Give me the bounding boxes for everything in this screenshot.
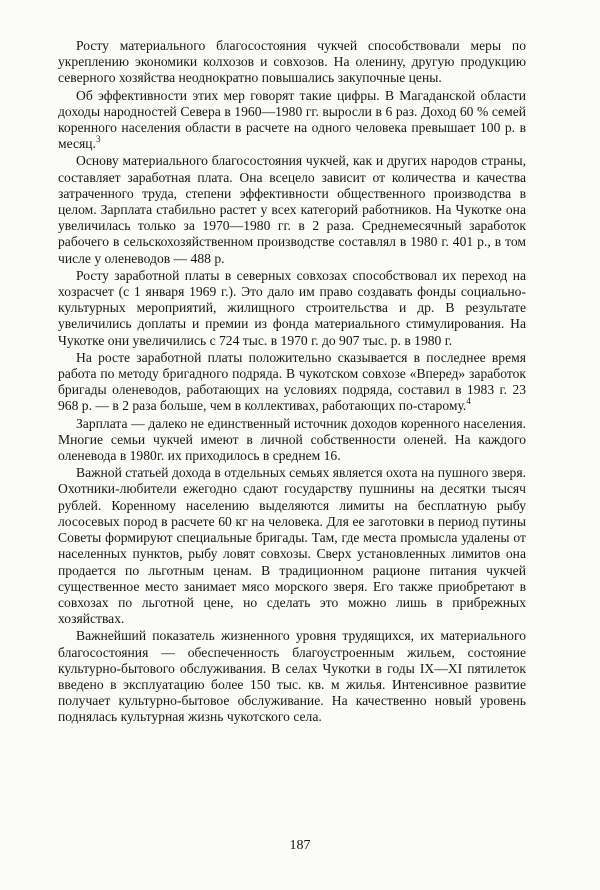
paragraph-5 [58, 350, 526, 415]
paragraph-3 [58, 153, 526, 266]
paragraph-2-text: Об эффективности этих мер говорят такие цифры. В Магаданской области доходы народностей Севера в 1960—1980 гг. выросли в 6 раз. Доход 60 % семей коренного населения области в расчете на одного человека превышает 100 р. в месяц. [58, 87, 526, 152]
paragraph-6 [58, 416, 526, 465]
paragraph-1 [58, 38, 526, 87]
footnote-mark-3: 3 [95, 134, 101, 145]
paragraph-4-text: Росту заработной платы в северных совхозах способствовал их переход на хозрасчет (с 1 января 1969 г.). Это дало им право создавать фонды социально-культурных мероприятий, жилищного строительства и др. В результате увеличились доплаты и премии из фонда материального стимулирования. На Чукотке они увеличились с 724 тыс. в 1970 г. до 907 тыс. р. в 1980 г. [58, 267, 526, 348]
paragraph-6-text: Зарплата — далеко не единственный источник доходов коренного населения. Многие семьи чукчей имеют в личной собственности оленей. На каждого оленевода в 1980г. их приходилось в среднем 16. [58, 415, 526, 464]
paragraph-7 [58, 465, 526, 627]
paragraph-4 [58, 268, 526, 349]
paragraph-1-text: Росту материального благосостояния чукчей способствовали меры по укреплению экономики колхозов и совхозов. На оленину, другую продукцию северного хозяйства неоднократно повышались закупочные цены. [58, 38, 526, 86]
text-body [58, 38, 526, 726]
paragraph-8-text: Важнейший показатель жизненного уровня трудящихся, их материального благосостояния — обеспеченность благоустроенным жильем, состояние культурно-бытового обслуживания. В селах Чукотки в годы IX—XI пятилеток введено в эксплуатацию более 150 тыс. кв. м жилья. Интенсивное развитие получает культурно-бытовое обслуживание. На качественно новый уровень поднялась культурная жизнь чукотского села. [58, 628, 526, 725]
footnote-mark-4: 4 [466, 396, 471, 407]
paragraph-5-text: На росте заработной платы положительно сказывается в последнее время работа по методу бригадного подряда. В чукотском совхозе «Вперед» заработок бригады оленеводов, работающих на условиях подряда, составил в 1983 г. 23 968 р. — в 2 раза больше, чем в коллективах, работающих по-старому. [58, 349, 526, 414]
paragraph-3-text: Основу материального благосостояния чукчей, как и других народов страны, составляет заработная плата. Она всецело зависит от количества и качества затраченного труда, степени эффективности общественного производства в целом. Зарплата стабильно растет у всех категорий работников. На Чукотке она увеличилась только за 1970—1980 гг. в 2 раза. Среднемесячный заработок рабочего в сельскохозяйственном производстве составлял в 1980 г. 401 р., в том числе у оленеводов — 488 р. [58, 153, 526, 266]
page-number: 187 [289, 838, 311, 853]
paragraph-8 [58, 628, 526, 725]
paragraph-2 [58, 88, 526, 153]
paragraph-7-text: Важной статьей дохода в отдельных семьях является охота на пушного зверя. Охотники-любители ежегодно сдают государству пушнины на десятки тысяч рублей. Коренному населению выделяются лимиты на бесплатную рыбу лососевых пород в расчете 60 кг на человека. Для ее заготовки в период путины Советы формируют специальные бригады. Там, где места промысла удалены от населенных пунктов, рыбу ловят совхозы. Сверх установленных лимитов она продается по льготным ценам. В традиционном рационе питания чукчей существенное место занимает мясо морского зверя. Его также приобретают в совхозах по льготной цене, но сделать это можно лишь в прибрежных хозяйствах. [58, 465, 526, 627]
